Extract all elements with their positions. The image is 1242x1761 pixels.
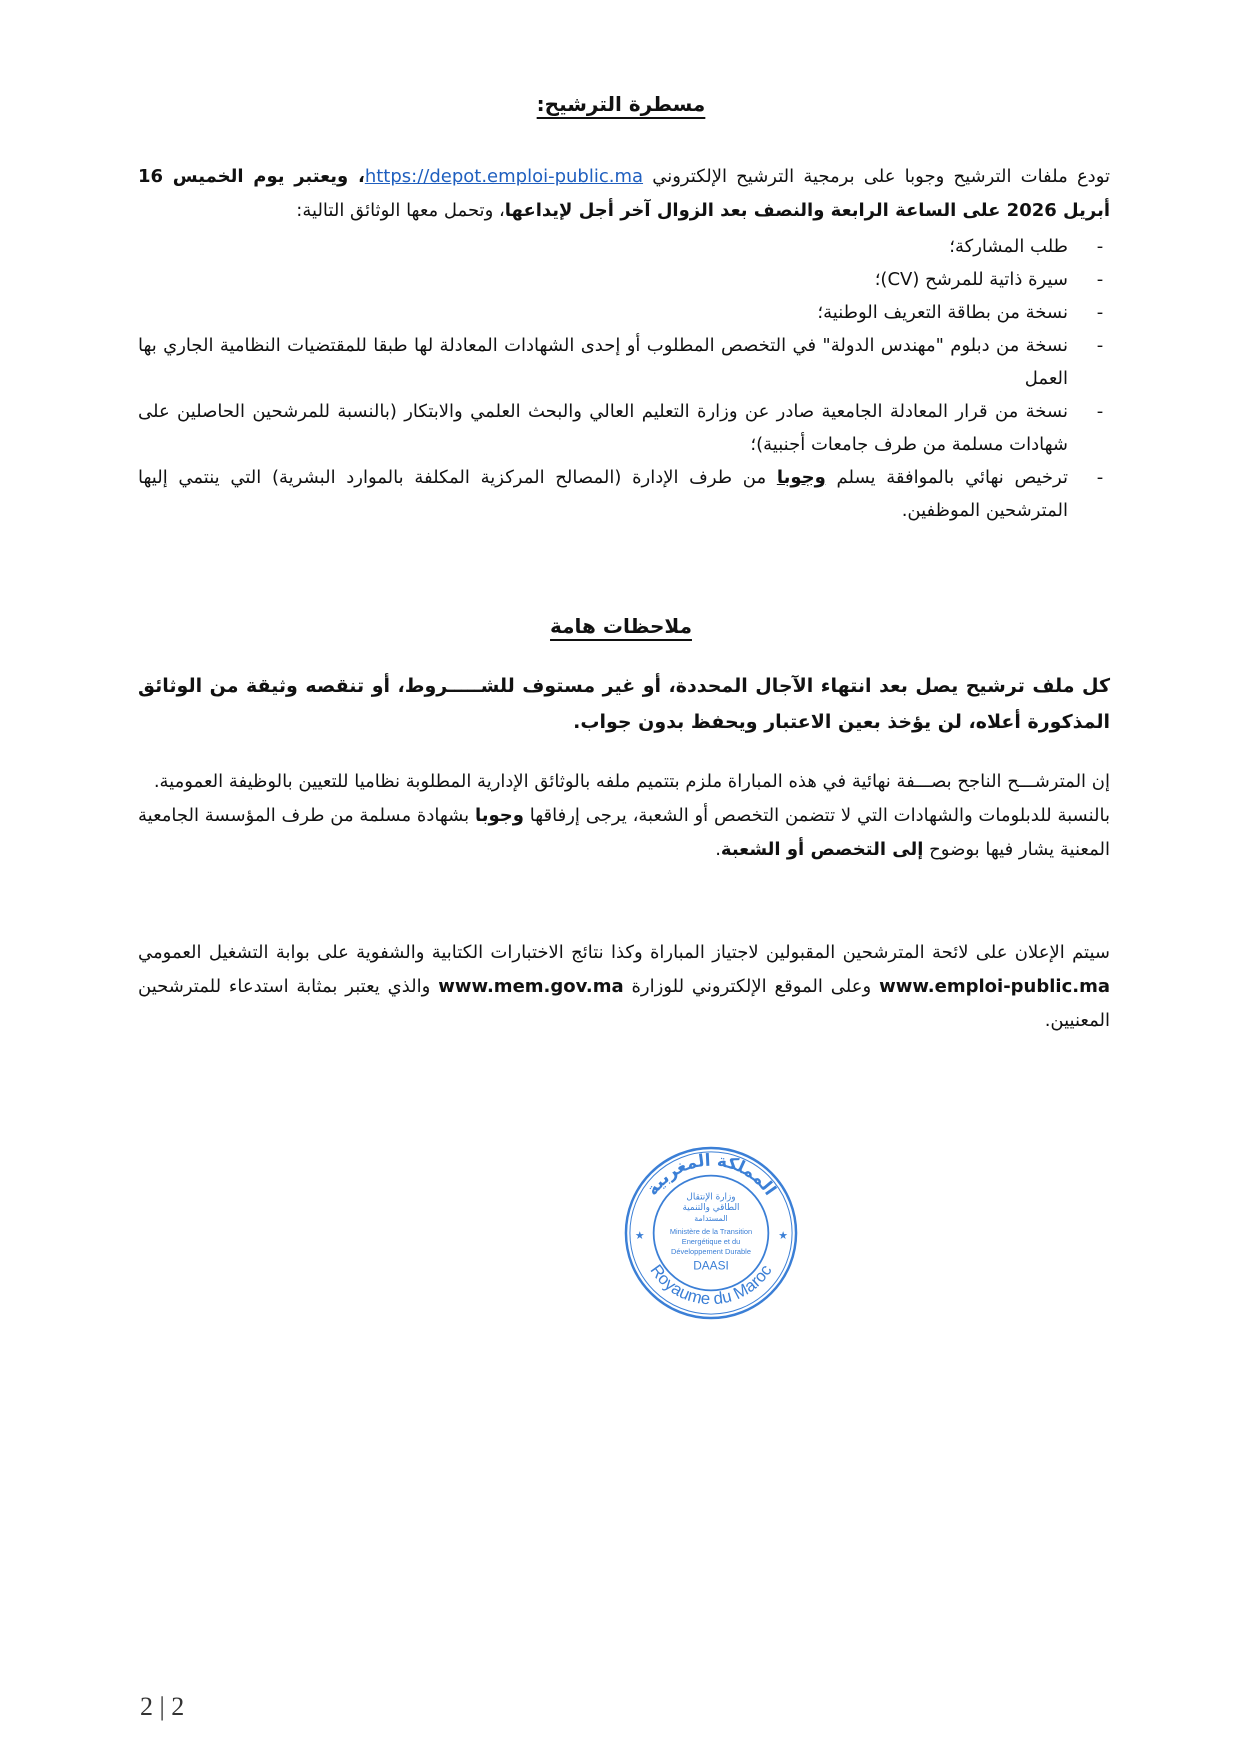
announcement-text (138, 936, 1110, 1038)
bullet-dash: - (1096, 335, 1104, 356)
document-item-text: نسخة من بطاقة التعريف الوطنية؛ (817, 302, 1068, 323)
stamp-outer-french: Royaume du Maroc (646, 1260, 776, 1309)
announcement-paragraph (138, 936, 1110, 1038)
section-title-text: ملاحظات هامة (550, 614, 692, 638)
ministry-site-link[interactable]: www.mem.gov.ma (438, 976, 624, 997)
stamp-inner-arabic: الطاقي والتنمية (682, 1203, 740, 1214)
document-item (138, 230, 1110, 263)
official-stamp (622, 1144, 800, 1322)
document-item (138, 263, 1110, 296)
document-item-text: من طرف الإدارة (المصالح المركزية المكلفة بالموارد البشرية) التي ينتمي إليها المترشحين الموظفين. (138, 467, 1068, 521)
note-text: . (715, 839, 721, 860)
document-item-text: سيرة ذاتية للمرشح (CV)؛ (874, 269, 1068, 290)
intro-paragraph (138, 160, 1110, 228)
page-number: 2 | 2 (140, 1692, 185, 1721)
bullet-dash: - (1096, 302, 1104, 323)
note-text: وعلى الموقع الإلكتروني للوزارة (623, 976, 880, 997)
stamp-outer-arabic: المملكة المغربية (641, 1149, 781, 1199)
stamp-star-icon: ★ (778, 1228, 788, 1242)
notes-paragraphs (138, 765, 1110, 867)
stamp-inner-arabic: المستدامة (694, 1214, 728, 1224)
important-notes-body (138, 668, 1110, 740)
rejection-note: كل ملف ترشيح يصل بعد انتهاء الآجال المحددة، أو غير مستوف للشـــــروط، أو تنقصه وثيقة من الوثائق المذكورة أعلاه، لن يؤخذ بعين الاعتبار ويحفظ بدون جواب. (138, 675, 1110, 733)
note-text: سيتم الإعلان على لائحة المترشحين المقبولين لاجتياز المباراة وكذا نتائج الاختبارات الكتابية والشفوية على بوابة التشغيل العمومي (138, 942, 1110, 963)
document-item-text: ترخيص نهائي بالموافقة يسلم (825, 467, 1068, 488)
note-text: بالنسبة للدبلومات والشهادات التي لا تتضمن التخصص أو الشعبة، يرجى إرفاقها (523, 805, 1111, 826)
required-documents-list (138, 230, 1110, 527)
intro-text: تودع ملفات الترشيح وجوبا على برمجية الترشيح الإلكتروني (643, 166, 1111, 187)
successful-candidate-note: إن المترشـــح الناجح بصـــفة نهائية في هذه المباراة ملزم بتتميم ملفه بالوثائق الإدارية المطلوبة نظاميا للتعيين بالوظيفة العمومية. (153, 771, 1110, 792)
stamp-star-icon: ★ (634, 1228, 645, 1242)
mandatory-emphasis: وجوبا (475, 805, 524, 826)
document-item (138, 395, 1110, 461)
depot-portal-link[interactable]: https://depot.emploi-public.ma (364, 166, 644, 187)
stamp-inner-arabic: وزارة الإنتقال (686, 1192, 736, 1203)
document-item-text: نسخة من دبلوم "مهندس الدولة" في التخصص المطلوب أو إحدى الشهادات المعادلة لها طبقا للمقتضيات النظامية الجاري بها العمل (138, 335, 1068, 389)
intro-text-end: ، وتحمل معها الوثائق التالية: (296, 200, 505, 221)
stamp-inner-french: Ministère de la Transition (669, 1226, 753, 1236)
document-item (138, 329, 1110, 395)
section-title-important-notes (0, 614, 1242, 638)
note-text: والذي يعتبر بمثابة استدعاء للمترشحين المعنيين. (138, 976, 1110, 1031)
deadline-text: ، ويعتبر يوم الخميس 16 أبريل 2026 على الساعة الرابعة والنصف بعد الزوال آخر أجل لإيداعها (138, 166, 1110, 221)
section-title-text: مسطرة الترشيح: (536, 92, 706, 116)
candidacy-procedure-body (138, 160, 1110, 527)
document-item (138, 461, 1110, 527)
diploma-specialty-note (138, 799, 1110, 867)
document-item-text: نسخة من قرار المعادلة الجامعية صادر عن وزارة التعليم العالي والبحث العلمي والابتكار (بالنسبة للمرشحين الحاصلين على شهادات مسلمة من طرف جامعات أجنبية)؛ (138, 401, 1068, 455)
note-text: بشهادة مسلمة من طرف المؤسسة الجامعية المعنية يشار فيها بوضوح (138, 805, 1110, 860)
emploi-public-site-link[interactable]: www.emploi-public.ma (879, 976, 1110, 997)
mandatory-emphasis: وجوبا (776, 467, 826, 488)
document-item (138, 296, 1110, 329)
bullet-dash: - (1096, 401, 1104, 422)
bullet-dash: - (1096, 467, 1104, 488)
stamp-inner-french: Développement Durable (671, 1246, 751, 1256)
section-title-candidacy-procedure (0, 92, 1242, 116)
stamp-unit: DAASI (693, 1258, 729, 1273)
bullet-dash: - (1096, 269, 1104, 290)
document-item-text: طلب المشاركة؛ (949, 236, 1068, 257)
bullet-dash: - (1096, 236, 1104, 257)
stamp-inner-french: Energétique et du (681, 1236, 741, 1246)
specialty-emphasis: إلى التخصص أو الشعبة (720, 839, 924, 860)
